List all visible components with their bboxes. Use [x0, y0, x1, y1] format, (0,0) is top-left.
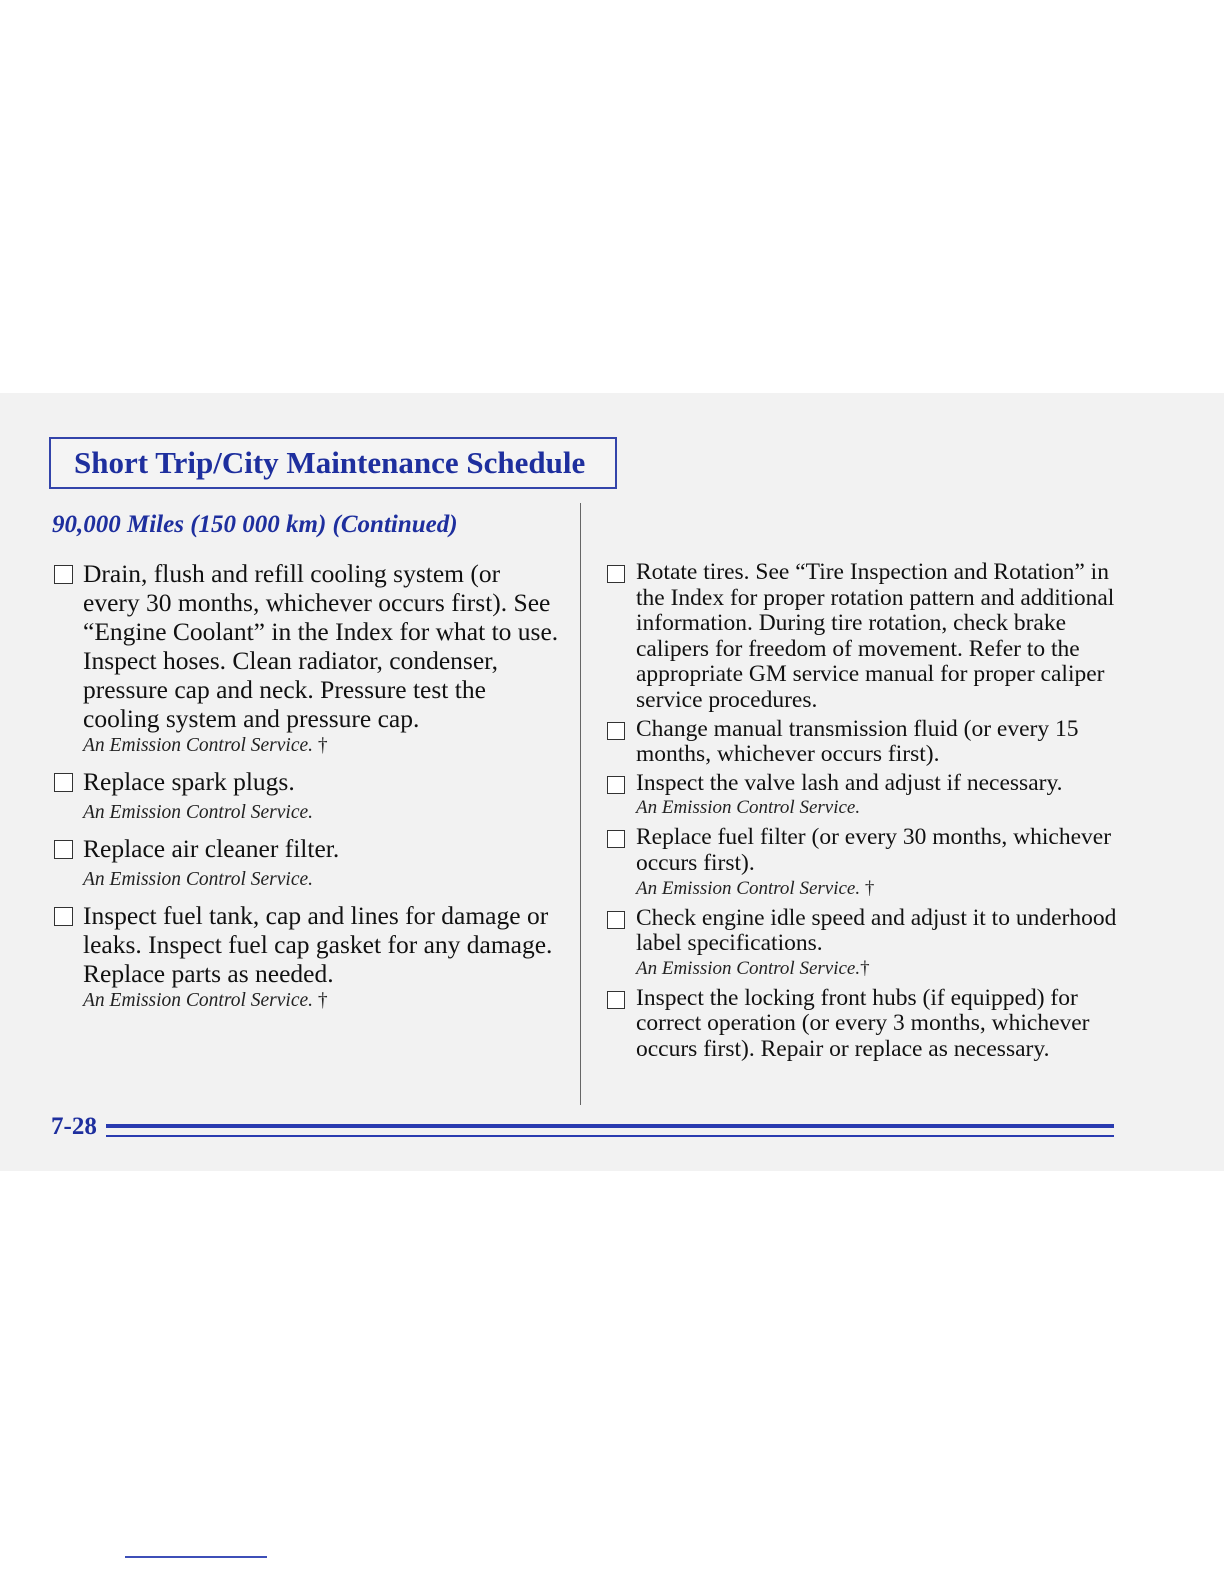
item-text: Replace spark plugs. [83, 767, 295, 796]
checkbox[interactable] [54, 907, 73, 926]
item-text: Check engine idle speed and adjust it to underhood label specifications. [636, 904, 1117, 957]
emission-note: An Emission Control Service. † [636, 877, 875, 899]
item-text: Drain, flush and refill cooling system (or every 30 months, whichever occurs first). See “Engine Coolant” in the Index for what to use. Inspect hoses. Clean radiator, condenser, pressure cap and neck. Pressure test the cooling system and pressure cap. [83, 559, 559, 733]
checklist-item [605, 560, 1125, 714]
emission-note: An Emission Control Service. [636, 797, 861, 819]
checkbox[interactable] [607, 830, 625, 848]
checkbox[interactable] [54, 840, 73, 859]
dagger-mark: † [317, 735, 328, 756]
checklist-item [605, 717, 1125, 768]
checkbox[interactable] [607, 565, 625, 583]
column-divider [580, 503, 581, 1105]
checklist-item [605, 825, 1125, 900]
item-text: Inspect fuel tank, cap and lines for damage or leaks. Inspect fuel cap gasket for any damage. Replace parts as needed. [83, 901, 553, 988]
checklist-item [52, 767, 562, 825]
emission-note: An Emission Control Service. [83, 802, 314, 823]
checklist-item [52, 901, 562, 1013]
page-title: Short Trip/City Maintenance Schedule [74, 445, 586, 480]
checklist-item [605, 771, 1125, 821]
dagger-mark: † [860, 957, 870, 979]
checkbox[interactable] [54, 773, 73, 792]
bottom-link-line [125, 1556, 267, 1558]
checklist-item [52, 559, 562, 758]
emission-note: An Emission Control Service.† [636, 957, 870, 979]
emission-note: An Emission Control Service. [83, 869, 314, 890]
emission-note: An Emission Control Service. † [83, 990, 328, 1011]
item-text: Inspect the locking front hubs (if equipped) for correct operation (or every 3 months, whichever occurs first). Repair or replace as necessary. [636, 984, 1090, 1062]
item-text: Replace air cleaner filter. [83, 834, 340, 863]
checkbox[interactable] [607, 722, 625, 740]
emission-note: An Emission Control Service. † [83, 735, 328, 756]
checkbox[interactable] [607, 991, 625, 1009]
dagger-mark: † [864, 877, 875, 899]
item-text: Change manual transmission fluid (or every 15 months, whichever occurs first). [636, 715, 1079, 768]
left-column [52, 559, 562, 1022]
section-heading: 90,000 Miles (150 000 km) (Continued) [52, 511, 458, 538]
page-number: 7-28 [51, 1113, 97, 1140]
footer-rule-thick [106, 1124, 1114, 1128]
checkbox[interactable] [54, 565, 73, 584]
checklist-item [605, 906, 1125, 981]
checkbox[interactable] [607, 776, 625, 794]
item-text: Inspect the valve lash and adjust if necessary. [636, 769, 1063, 796]
footer-rule-thin [106, 1135, 1114, 1137]
dagger-mark: † [317, 990, 328, 1011]
right-column [605, 560, 1125, 1063]
checkbox[interactable] [607, 911, 625, 929]
checklist-item [605, 986, 1125, 1063]
item-text: Replace fuel filter (or every 30 months, whichever occurs first). [636, 824, 1112, 876]
checklist-item [52, 834, 562, 892]
item-text: Rotate tires. See “Tire Inspection and Rotation” in the Index for proper rotation pattern and additional information. During tire rotation, check brake calipers for freedom of movement. Refer to the appropriate GM service manual for proper caliper service procedures. [636, 559, 1115, 713]
